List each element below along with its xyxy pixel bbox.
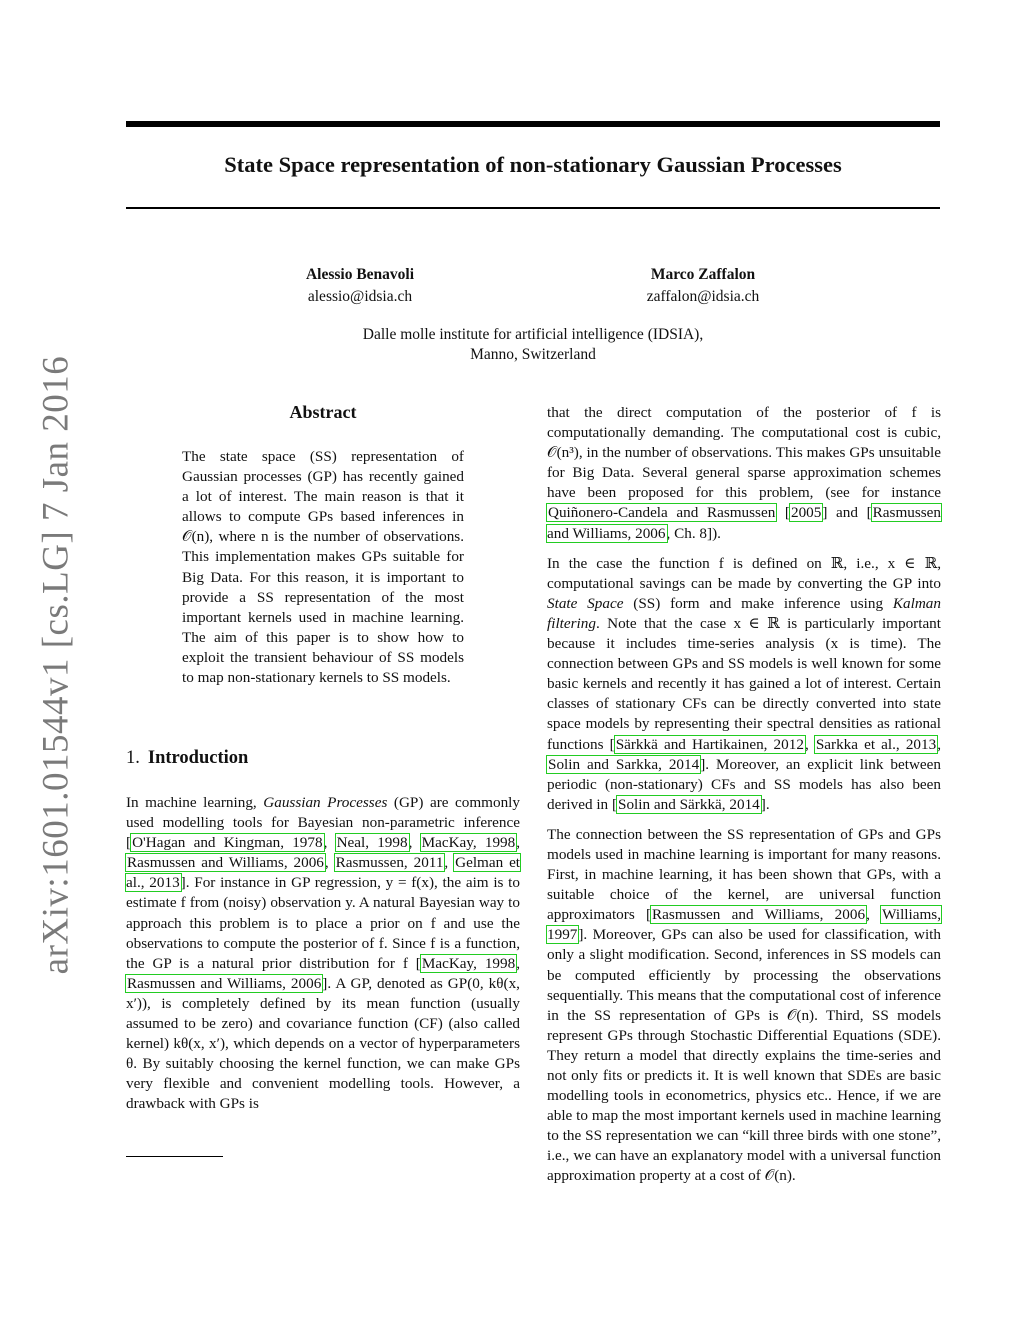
section-heading (126, 748, 248, 769)
citation-link[interactable]: O'Hagan and Kingman, 1978 (132, 834, 323, 852)
citation-link[interactable]: Solin and Sarkka, 2014 (548, 755, 700, 773)
citation-link[interactable]: Särkkä and Hartikainen, 2012 (615, 735, 804, 753)
author-email[interactable]: zaffalon@idsia.ch (646, 288, 760, 305)
author-name: Marco Zaffalon (650, 266, 756, 283)
citation-link[interactable]: Rasmussen and Williams, 2006 (127, 974, 322, 992)
author-block (573, 264, 833, 308)
citation-link[interactable]: Quiñonero-Candela and Rasmussen (548, 504, 776, 522)
emphasis: Kalman filtering (547, 594, 941, 632)
author-email[interactable]: alessio@idsia.ch (307, 288, 413, 305)
title-bottom-rule (126, 207, 940, 209)
affiliation-line: Dalle molle institute for artificial intelligence (IDSIA), (362, 326, 704, 343)
author-block (230, 264, 490, 308)
abstract-text: The state space (SS) representation of Gaussian processes (GP) has recently gained a lot of interest. The main reason is that it allows to compute GPs based inferences in 𝒪(n), where n is the number of observations. This implementation makes GPs suitable for Big Data. For this reason, it is important to provide a SS representation of the most important kernels used in machine learning. The aim of this paper is to show how to exploit the transient behaviour of SS models to map non-stationary kernels to SS models. (182, 448, 464, 687)
citation-link[interactable]: Gelman et al., 2013 (126, 854, 521, 892)
emphasis: Gaussian Processes (263, 794, 388, 811)
citation-link[interactable]: Rasmussen, 2011 (335, 854, 444, 872)
paragraph: In the case the function f is defined on ℝ, i.e., x ∈ ℝ, computational savings can be made by converting the GP into State Space (SS) form and make inference using Kalman filtering. Note that the case x ∈ ℝ is particularly important because it includes time-series analysis (x is time). The connection between GPs and SS models is well known for some basic kernels and recently it has gained a lot of interest. Certain classes of stationary CFs can be directly converted into state space models by representing their spectral densities as rational functions [Särkkä and Hartikainen, 2012, Sarkka et al., 2013, Solin and Sarkka, 2014]. Moreover, an explicit link between periodic (non-stationary) CFs and SS models has also been derived in [Solin and Särkkä, 2014]. (547, 554, 941, 813)
affiliation-line: Manno, Switzerland (470, 346, 596, 363)
citation-link[interactable]: Sarkka et al., 2013 (815, 735, 937, 753)
paragraph: In machine learning, Gaussian Processes (GP) are commonly used modelling tools for Bayesian non-parametric inference [O'Hagan and Kingman, 1978, Neal, 1998, MacKay, 1998, Rasmussen and Williams, 2006, Rasmussen, 2011, Gelman et al., 2013]. For instance in GP regression, y = f(x), the aim is to estimate f from (noisy) observation y. A natural Bayesian way to approach this problem is to place a prior on f and use the observations to compute the posterior of f. Since f is a function, the GP is a natural prior distribution for f [MacKay, 1998, Rasmussen and Williams, 2006]. A GP, denoted as GP(0, kθ(x, x′)), is completely defined by its mean function (usually assumed to be zero) and covariance function (CF) (also called kernel) kθ(x, x′), which depends on a vector of hyperparameters θ. By suitably choosing the kernel function, we can make GPs very flexible and convenient modelling tools. However, a drawback with GPs is (126, 794, 521, 1113)
citation-link[interactable]: MacKay, 1998 (421, 954, 516, 972)
citation-link[interactable]: 2005 (790, 504, 822, 522)
title-top-rule (126, 121, 940, 127)
emphasis: State Space (547, 594, 624, 612)
citation-link[interactable]: Rasmussen and Williams, 2006 (547, 504, 941, 542)
citation-link[interactable]: Neal, 1998 (336, 834, 408, 852)
left-column (126, 793, 520, 1125)
paper-title: State Space representation of non-stationary Gaussian Processes (224, 152, 842, 177)
right-column (547, 403, 941, 1197)
paragraph: The connection between the SS representation of GPs and GPs models used in machine learning is important for many reasons. First, in machine learning, it has been shown that GPs, with a suitable choice of the kernel, are universal function approximators [Rasmussen and Williams, 2006, Williams, 1997]. Moreover, GPs can also be used for classification, with only a slight modification. Second, inferences in SS models can be computed efficiently by processing the observations sequentially. This means that the computational cost of inference in the SS representation of GPs is 𝒪(n). Third, SS models represent GPs through Stochastic Differential Equations (SDE). They return a model that directly explains the time-series and not only fits or predicts it. It is well known that SDEs are basic modelling tools in econometrics, physics etc.. Hence, if we are able to map the most important kernels used in machine learning to the SS representation we can “kill three birds with one stone”, i.e., we can have an explanatory model with a universal function approximation property at a cost of 𝒪(n). (547, 825, 941, 1185)
section-title: Introduction (147, 748, 249, 768)
citation-link[interactable]: Rasmussen and Williams, 2006 (127, 854, 324, 872)
abstract-heading: Abstract (289, 402, 357, 422)
arxiv-stamp: arXiv:1601.01544v1 [cs.LG] 7 Jan 2016 (35, 355, 77, 975)
citation-link[interactable]: Solin and Särkkä, 2014 (618, 795, 760, 813)
author-name: Alessio Benavoli (305, 266, 415, 283)
footnote-rule (126, 1156, 223, 1157)
citation-link[interactable]: Rasmussen and Williams, 2006 (652, 906, 866, 924)
affiliation (126, 325, 940, 365)
paragraph: that the direct computation of the posterior of f is computationally demanding. The computational cost is cubic, 𝒪(n³), in the number of observations. This makes GPs unsuitable for Big Data. Several general sparse approximation schemes have been proposed for this problem, (see for instance Quiñonero-Candela and Rasmussen [2005] and [Rasmussen and Williams, 2006, Ch. 8]). (547, 404, 941, 542)
citation-link[interactable]: Williams, 1997 (547, 906, 941, 944)
section-number: 1. (126, 748, 140, 768)
citation-link[interactable]: MacKay, 1998 (421, 834, 516, 852)
